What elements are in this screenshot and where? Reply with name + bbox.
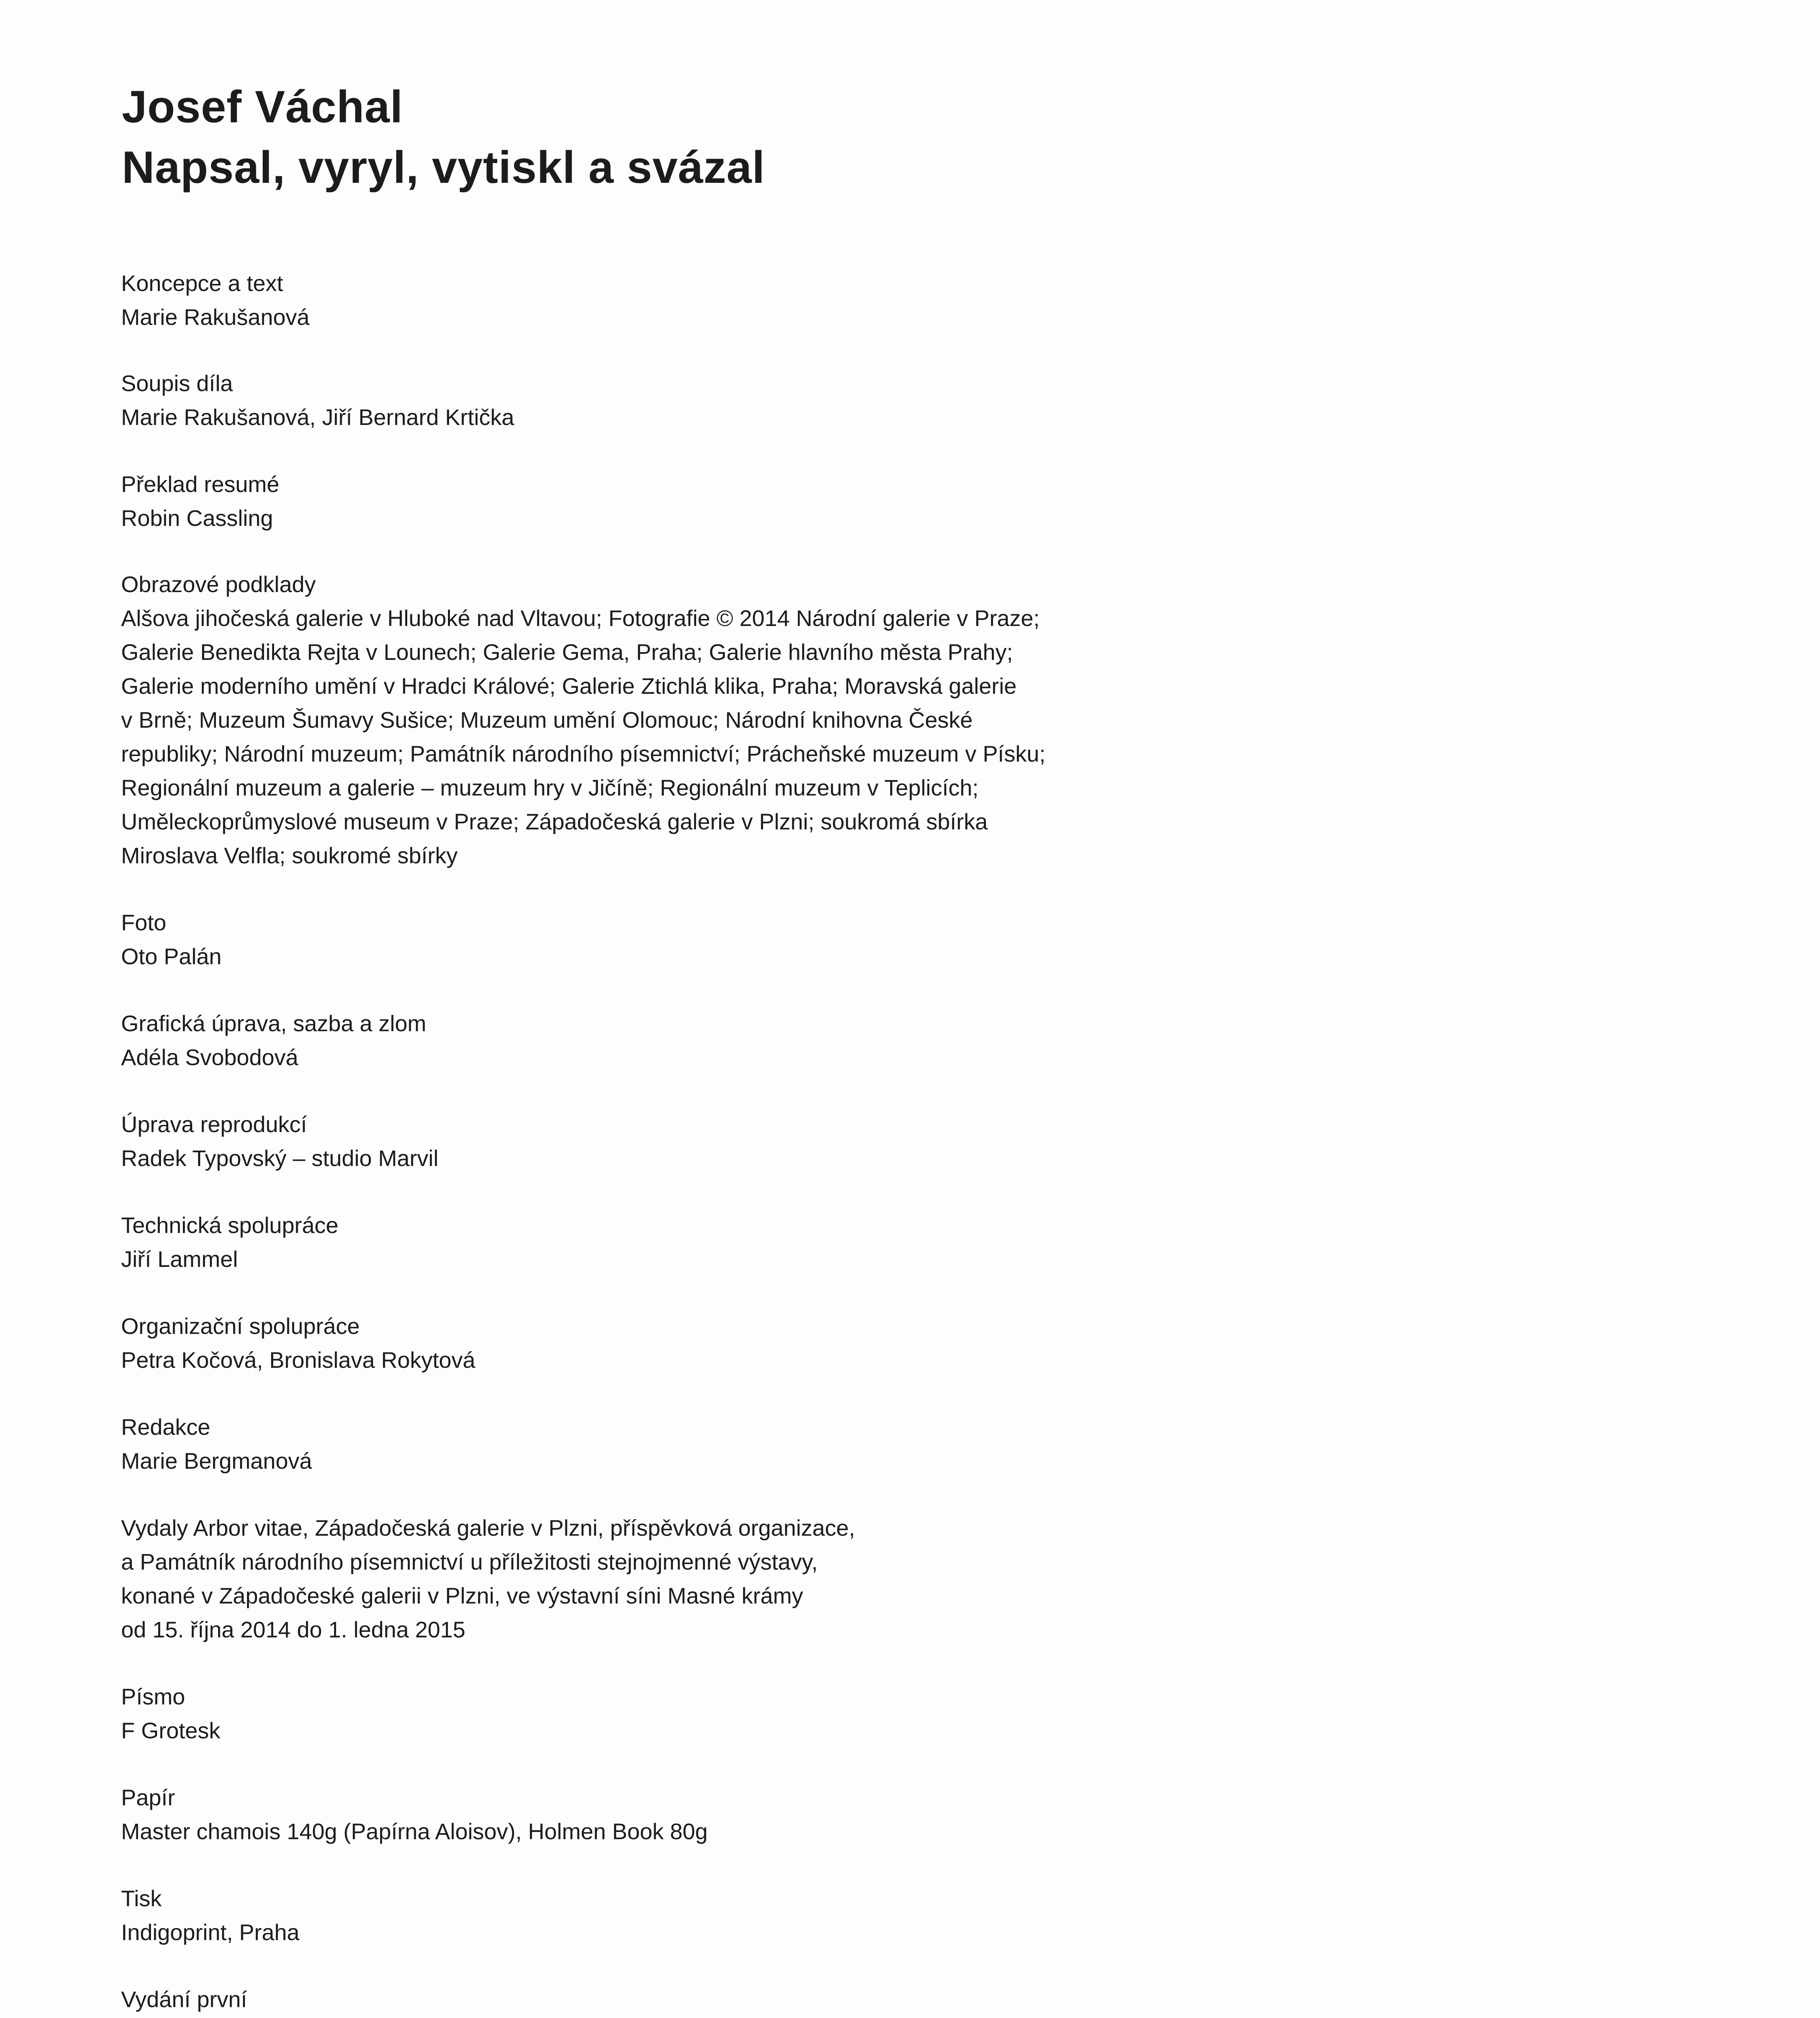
credit-label: Překlad resumé: [121, 471, 280, 497]
credit-line: Galerie Benedikta Rejta v Lounech; Galerie Gema, Praha; Galerie hlavního města Prahy;: [121, 639, 1013, 665]
credit-soupis: [121, 366, 514, 434]
title-subtitle: Napsal, vyryl, vytiskl a svázal: [122, 142, 765, 193]
credit-label: Organizační spolupráce: [121, 1313, 360, 1339]
credit-value: Radek Typovský – studio Marvil: [121, 1145, 439, 1171]
credit-koncepce: [121, 266, 310, 334]
credit-foto: [121, 906, 222, 973]
edition-label: Vydání první: [121, 1987, 247, 2012]
credit-line: Galerie moderního umění v Hradci Králové; Galerie Ztichlá klika, Praha; Moravská galerie: [121, 673, 1017, 699]
spec-label: Tisk: [121, 1886, 162, 1911]
credit-label: Soupis díla: [121, 371, 233, 396]
credit-line: Alšova jihočeská galerie v Hluboké nad Vltavou; Fotografie © 2014 Národní galerie v Praze;: [121, 605, 1040, 631]
edition-note: [121, 1982, 247, 2016]
spec-tisk: [121, 1882, 299, 1949]
credit-value: Marie Rakušanová, Jiří Bernard Krtička: [121, 404, 515, 430]
publication-note: [121, 1511, 855, 1647]
spec-value: Master chamois 140g (Papírna Aloisov), Holmen Book 80g: [121, 1819, 708, 1844]
credit-line: Miroslava Velfla; soukromé sbírky: [121, 843, 458, 868]
book-title: [122, 77, 765, 198]
spec-papir: [121, 1781, 708, 1848]
credit-value: Robin Cassling: [121, 505, 273, 531]
credit-value: Jiří Lammel: [121, 1246, 238, 1272]
credit-redakce: [121, 1410, 312, 1478]
credit-label: Redakce: [121, 1414, 211, 1440]
credit-line: Uměleckoprůmyslové museum v Praze; Západočeská galerie v Plzni; soukromá sbírka: [121, 809, 988, 834]
credit-value: Petra Kočová, Bronislava Rokytová: [121, 1347, 475, 1373]
credit-line: republiky; Národní muzeum; Památník národního písemnictví; Prácheňské muzeum v Písku;: [121, 741, 1046, 766]
publication-line: Vydaly Arbor vitae, Západočeská galerie v Plzni, příspěvková organizace,: [121, 1515, 855, 1541]
credit-label: Technická spolupráce: [121, 1212, 339, 1238]
credit-label: Grafická úprava, sazba a zlom: [121, 1011, 427, 1036]
credit-organizacni-spoluprace: [121, 1309, 475, 1377]
credit-uprava-reprodukci: [121, 1107, 438, 1175]
spec-pismo: [121, 1680, 220, 1748]
publication-line: od 15. října 2014 do 1. ledna 2015: [121, 1617, 466, 1642]
credit-label: Úprava reprodukcí: [121, 1112, 307, 1137]
credit-line: Regionální muzeum a galerie – muzeum hry v Jičíně; Regionální muzeum v Teplicích;: [121, 775, 979, 800]
spec-value: F Grotesk: [121, 1718, 220, 1743]
title-author: Josef Váchal: [122, 82, 403, 132]
credit-value: Oto Palán: [121, 944, 222, 969]
credit-label: Obrazové podklady: [121, 571, 316, 597]
credit-value: Marie Bergmanová: [121, 1448, 312, 1474]
publication-line: a Památník národního písemnictví u příležitosti stejnojmenné výstavy,: [121, 1549, 818, 1574]
spec-label: Papír: [121, 1785, 175, 1810]
publication-line: konané v Západočeské galerii v Plzni, ve výstavní síni Masné krámy: [121, 1583, 803, 1608]
credit-line: v Brně; Muzeum Šumavy Sušice; Muzeum umění Olomouc; Národní knihovna České: [121, 707, 973, 733]
credit-label: Koncepce a text: [121, 270, 283, 296]
credit-technicka-spoluprace: [121, 1208, 339, 1276]
credit-label: Foto: [121, 910, 167, 935]
spec-value: Indigoprint, Praha: [121, 1920, 300, 1945]
credit-value: Marie Rakušanová: [121, 304, 310, 330]
credit-obrazove-podklady: [121, 567, 1046, 873]
credit-value: Adéla Svobodová: [121, 1045, 299, 1070]
credit-graficka-uprava: [121, 1007, 426, 1074]
credit-preklad: [121, 467, 279, 535]
spec-label: Písmo: [121, 1684, 185, 1709]
